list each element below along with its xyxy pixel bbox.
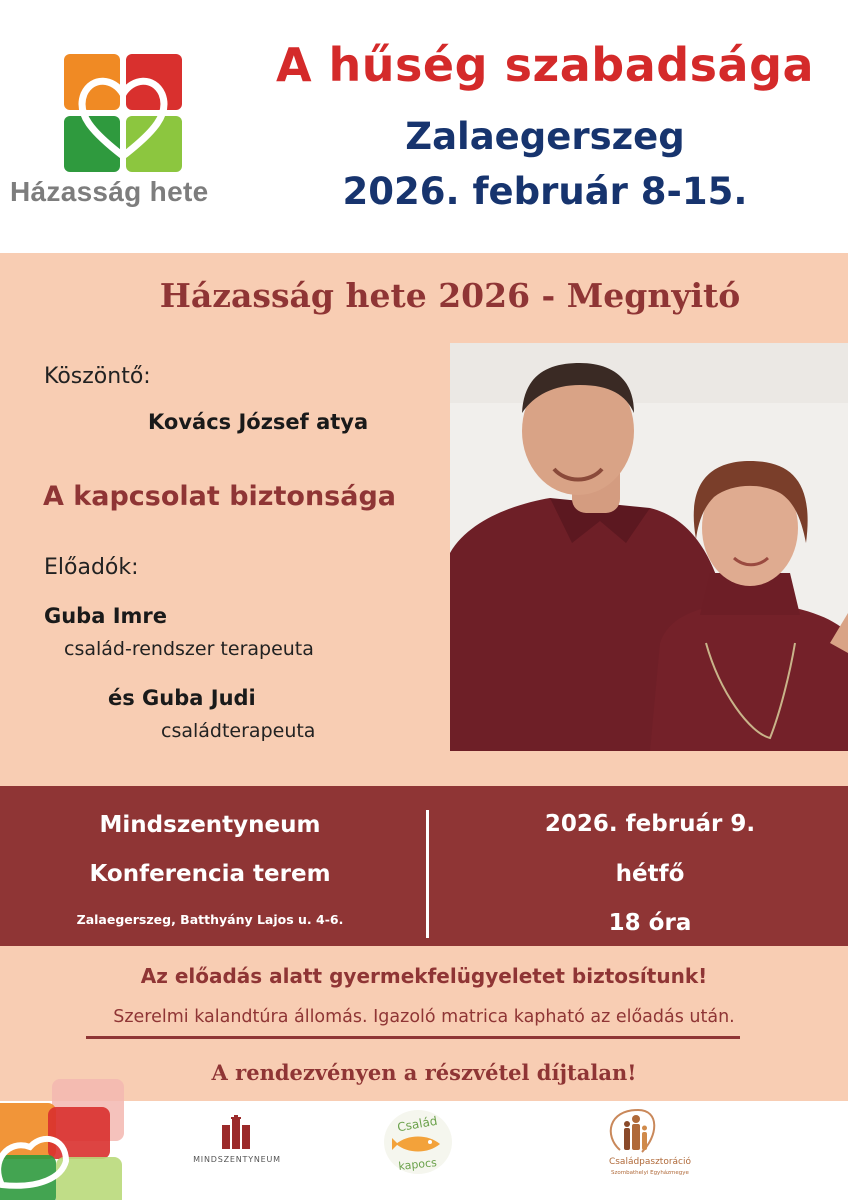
pastor-sublabel: Szombathelyi Egyházmegye bbox=[611, 1170, 689, 1176]
speakers-label: Előadók: bbox=[44, 555, 139, 580]
lecture-title: A kapcsolat biztonsága bbox=[43, 481, 397, 512]
hazassag-hete-logo-decor bbox=[0, 1077, 132, 1200]
csalad-kapocs-logo bbox=[382, 1106, 454, 1178]
event-date: 2026. február 9. bbox=[544, 811, 756, 837]
venue-room: Konferencia terem bbox=[89, 861, 331, 887]
mindszentyneum-logo bbox=[182, 1115, 292, 1175]
venue-address: Zalaegerszeg, Batthyány Lajos u. 4-6. bbox=[76, 912, 344, 927]
event-time: 18 óra bbox=[608, 910, 692, 936]
station-note: Szerelmi kalandtúra állomás. Igazoló matrica kapható az előadás után. bbox=[113, 1007, 735, 1027]
venue-name: Mindszentyneum bbox=[99, 812, 321, 838]
speaker-name: Guba Imre bbox=[44, 604, 167, 628]
event-dates: 2026. február 8-15. bbox=[342, 170, 748, 213]
event-day: hétfő bbox=[615, 861, 685, 887]
logo-text: Házasság hete bbox=[10, 176, 209, 207]
free-admission-note: A rendezvényen a részvétel díjtalan! bbox=[211, 1060, 637, 1085]
event-subtitle: Házasság hete 2026 - Megnyitó bbox=[159, 276, 741, 315]
svg-text:kapocs: kapocs bbox=[397, 1156, 438, 1173]
welcome-label: Köszöntő: bbox=[44, 364, 151, 389]
welcome-speaker: Kovács József atya bbox=[148, 410, 369, 434]
city: Zalaegerszeg bbox=[405, 115, 685, 158]
svg-text:Család: Család bbox=[396, 1113, 439, 1135]
divider bbox=[426, 810, 429, 938]
divider bbox=[86, 1036, 740, 1039]
childcare-note: Az előadás alatt gyermekfelügyeletet biztosítunk! bbox=[140, 964, 708, 988]
main-title: A hűség szabadsága bbox=[275, 38, 815, 92]
csaladpasztoracio-logo bbox=[598, 1106, 698, 1182]
pastor-label: Családpasztoráció bbox=[608, 1157, 692, 1167]
speaker-name: és Guba Judi bbox=[108, 686, 256, 710]
speaker-role: család-rendszer terapeuta bbox=[64, 638, 314, 660]
speakers-photo bbox=[450, 343, 848, 751]
speaker-role: családterapeuta bbox=[161, 720, 316, 742]
hazassag-hete-logo bbox=[62, 52, 184, 174]
mindszentyneum-label: MINDSZENTYNEUM bbox=[193, 1155, 281, 1164]
